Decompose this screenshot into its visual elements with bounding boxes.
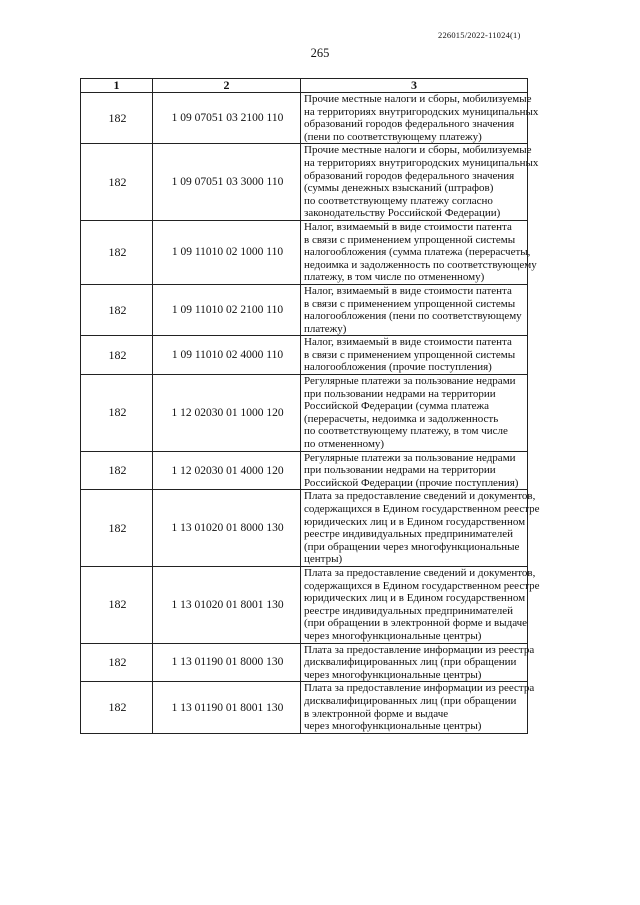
admin-code-cell: 182	[81, 643, 153, 682]
budget-code-cell: 1 09 11010 02 2100 110	[153, 284, 301, 335]
description-line: Налог, взимаемый в виде стоимости патента	[304, 284, 512, 297]
description-line: в электронной форме и выдаче	[304, 707, 449, 720]
description-cell	[301, 93, 539, 144]
table-row	[81, 451, 528, 490]
description-line: налогообложения (пени по соответствующему	[304, 310, 522, 323]
description-line: (перерасчеты, недоимка и задолженность	[304, 412, 499, 425]
description-line: Российской Федерации (сумма платежа	[304, 400, 490, 413]
description-line: центры)	[304, 553, 343, 566]
table-row	[81, 284, 528, 335]
description-line: реестре индивидуальных предпринимателей	[304, 604, 513, 617]
budget-code-cell: 1 13 01190 01 8001 130	[153, 682, 301, 733]
description-cell	[301, 451, 528, 490]
admin-code-cell: 182	[81, 375, 153, 452]
description-line: образований городов федерального значения	[304, 118, 515, 131]
description-line: при пользовании недрами на территории	[304, 464, 496, 477]
description-cell	[301, 682, 535, 733]
table-row	[81, 643, 528, 682]
budget-code-cell: 1 09 11010 02 1000 110	[153, 220, 301, 284]
revenue-codes-table	[80, 78, 540, 734]
budget-code-cell: 1 13 01020 01 8000 130	[153, 490, 301, 567]
description-cell	[301, 144, 539, 221]
description-line: (при обращении через многофункциональные	[304, 540, 520, 553]
description-line: образований городов федерального значения	[304, 169, 515, 182]
description-line: через многофункциональные центры)	[304, 720, 482, 733]
description-line: платежу, в том числе по отмененному)	[304, 271, 485, 284]
table-row	[81, 375, 528, 452]
description-line: налогообложения (сумма платежа (перерасчеты,	[304, 246, 531, 259]
column-header-2: 2	[153, 79, 301, 93]
description-line: Плата за предоставление сведений и документов,	[304, 566, 536, 579]
table-header-row	[81, 79, 528, 93]
description-line: Регулярные платежи за пользование недрами	[304, 451, 516, 464]
table-row	[81, 566, 528, 643]
description-cell	[301, 375, 528, 452]
description-line: при пользовании недрами на территории	[304, 387, 496, 400]
description-line: содержащихся в Едином государственном реестре	[304, 503, 540, 515]
description-line: Российской Федерации (прочие поступления)	[304, 476, 519, 489]
description-line: недоимка и задолженность по соответствующему	[304, 258, 537, 271]
admin-code-cell: 182	[81, 220, 153, 284]
table-body	[81, 93, 540, 734]
document-id: 226015/2022-11024(1)	[438, 30, 521, 40]
budget-code-cell: 1 09 07051 03 3000 110	[153, 144, 301, 221]
admin-code-cell: 182	[81, 93, 153, 144]
description-cell	[301, 336, 528, 375]
budget-code-cell: 1 13 01020 01 8001 130	[153, 566, 301, 643]
description-line: юридических лиц и в Едином государственном	[304, 592, 526, 605]
budget-code-cell: 1 09 11010 02 4000 110	[153, 336, 301, 375]
admin-code-cell: 182	[81, 144, 153, 221]
description-line: на территориях внутригородских муниципальных	[304, 156, 539, 169]
description-line: законодательству Российской Федерации)	[304, 207, 501, 220]
column-header-3: 3	[301, 79, 528, 93]
table-row	[81, 336, 528, 375]
admin-code-cell: 182	[81, 336, 153, 375]
description-line: (при обращении в электронной форме и выдаче	[304, 617, 528, 630]
table-row	[81, 93, 528, 144]
page-number: 265	[310, 46, 330, 60]
description-line: Регулярные платежи за пользование недрами	[304, 375, 516, 388]
description-line: Плата за предоставление информации из реестра	[304, 682, 535, 695]
column-header-1: 1	[81, 79, 153, 93]
admin-code-cell: 182	[81, 451, 153, 490]
description-line: дисквалифицированных лиц (при обращении	[304, 656, 517, 669]
description-line: налогообложения (прочие поступления)	[304, 361, 492, 374]
description-line: через многофункциональные центры)	[304, 629, 482, 642]
admin-code-cell: 182	[81, 682, 153, 733]
description-line: по отмененному)	[304, 438, 385, 451]
admin-code-cell: 182	[81, 490, 153, 567]
description-cell	[301, 220, 537, 284]
description-line: через многофункциональные центры)	[304, 668, 482, 681]
table-row	[81, 490, 528, 567]
budget-code-cell: 1 12 02030 01 1000 120	[153, 375, 301, 452]
description-line: Налог, взимаемый в виде стоимости патента	[304, 336, 512, 349]
description-line: по соответствующему платежу, в том числе	[304, 425, 508, 438]
description-line: (пени по соответствующему платежу)	[304, 130, 482, 143]
description-line: по соответствующему платежу согласно	[304, 194, 493, 207]
description-line: на территориях внутригородских муниципальных	[304, 105, 539, 118]
description-line: Прочие местные налоги и сборы, мобилизуемые	[304, 144, 532, 157]
description-line: Плата за предоставление сведений и документов,	[304, 490, 536, 503]
description-cell	[301, 284, 528, 335]
budget-code-cell: 1 09 07051 03 2100 110	[153, 93, 301, 144]
description-line: реестре индивидуальных предпринимателей	[304, 528, 513, 541]
budget-code-cell: 1 13 01190 01 8000 130	[153, 643, 301, 682]
description-line: юридических лиц и в Едином государственном	[304, 515, 526, 528]
description-line: Плата за предоставление информации из реестра	[304, 643, 535, 656]
budget-code-cell: 1 12 02030 01 4000 120	[153, 451, 301, 490]
description-cell	[301, 566, 540, 643]
description-line: Налог, взимаемый в виде стоимости патента	[304, 220, 512, 233]
description-line: Прочие местные налоги и сборы, мобилизуемые	[304, 93, 532, 105]
description-line: дисквалифицированных лиц (при обращении	[304, 694, 517, 707]
description-line: платежу)	[304, 322, 347, 335]
description-line: в связи с применением упрощенной системы	[304, 297, 516, 310]
table-row	[81, 144, 528, 221]
admin-code-cell: 182	[81, 284, 153, 335]
table-row	[81, 220, 528, 284]
description-line: (суммы денежных взысканий (штрафов)	[304, 182, 494, 195]
description-line: в связи с применением упрощенной системы	[304, 233, 516, 246]
admin-code-cell: 182	[81, 566, 153, 643]
description-cell	[301, 490, 540, 567]
description-cell	[301, 643, 535, 682]
table-row	[81, 682, 528, 733]
description-line: содержащихся в Едином государственном реестре	[304, 579, 540, 592]
description-line: в связи с применением упрощенной системы	[304, 348, 516, 361]
